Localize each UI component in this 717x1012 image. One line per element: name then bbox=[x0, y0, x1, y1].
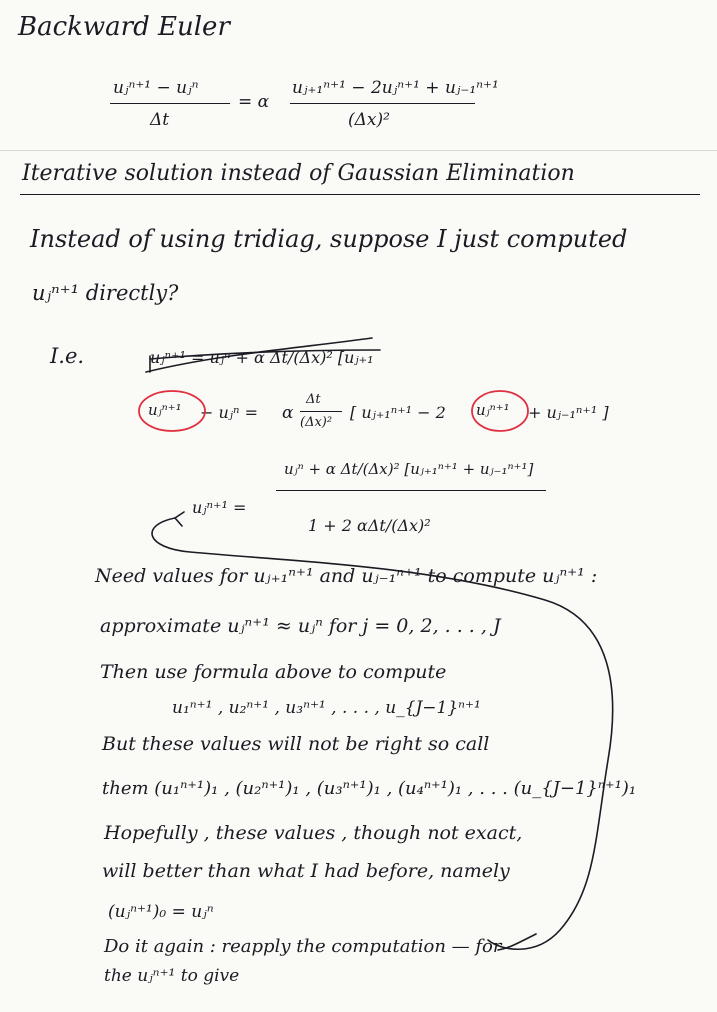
eq2-left-rest: − uⱼⁿ = bbox=[200, 403, 258, 422]
line-need-values: Need values for uⱼ₊₁ⁿ⁺¹ and uⱼ₋₁ⁿ⁺¹ to compute uⱼⁿ⁺¹ : bbox=[95, 565, 598, 587]
heading-backward-euler: Backward Euler bbox=[18, 12, 230, 42]
eq1-rhs-numerator: uⱼ₊₁ⁿ⁺¹ − 2uⱼⁿ⁺¹ + uⱼ₋₁ⁿ⁺¹ bbox=[292, 78, 499, 98]
para-line-1: Instead of using tridiag, suppose I just computed bbox=[30, 225, 628, 253]
line-u-list: u₁ⁿ⁺¹ , u₂ⁿ⁺¹ , u₃ⁿ⁺¹ , . . . , u_{J−1}ⁿ⁺¹ bbox=[172, 698, 481, 718]
line-to-give: the uⱼⁿ⁺¹ to give bbox=[104, 966, 240, 986]
eq2-frac-num: Δt bbox=[306, 392, 321, 407]
strike-through-mark-1 bbox=[146, 338, 372, 372]
line-better-than: will better than what I had before, namely bbox=[102, 860, 510, 882]
line-then-use-formula: Then use formula above to compute bbox=[100, 661, 447, 683]
line-but-not-right: But these values will not be right so call bbox=[102, 733, 490, 755]
red-circle-left-unknown bbox=[139, 391, 205, 431]
line-approximate: approximate uⱼⁿ⁺¹ ≈ uⱼⁿ for j = 0, 2, . . . , J bbox=[100, 615, 501, 637]
eq1-numerator: uⱼⁿ⁺¹ − uⱼⁿ bbox=[113, 78, 199, 98]
para-line-2: uⱼⁿ⁺¹ directly? bbox=[32, 281, 179, 305]
eq2-alpha: α bbox=[282, 403, 294, 423]
eq1-rhs-denominator: (Δx)² bbox=[348, 110, 390, 130]
eq2-frac-den: (Δx)² bbox=[300, 415, 333, 430]
eq2-bracket-close: + uⱼ₋₁ⁿ⁺¹ ] bbox=[528, 403, 609, 422]
strike-through-mark-2 bbox=[150, 350, 380, 359]
loop-arrow bbox=[152, 518, 613, 949]
ie-label: I.e. bbox=[50, 344, 85, 368]
heading-iterative-solution: Iterative solution instead of Gaussian Elimination bbox=[22, 161, 575, 186]
line-hopefully: Hopefully , these values , though not exact, bbox=[104, 822, 523, 844]
eq2-bracket-open: [ uⱼ₊₁ⁿ⁺¹ − 2 bbox=[350, 403, 446, 422]
red-circle-middle-unknown bbox=[472, 391, 528, 431]
eq1-equals-alpha: = α bbox=[238, 92, 270, 112]
line-do-it-again: Do it again : reapply the computation — for bbox=[104, 936, 502, 957]
loop-arrow-head bbox=[175, 512, 184, 526]
line-them-list: them (u₁ⁿ⁺¹)₁ , (u₂ⁿ⁺¹)₁ , (u₃ⁿ⁺¹)₁ , (u₄ⁿ⁺¹)₁ , . . . (u_{J−1}ⁿ⁺¹)₁ bbox=[102, 778, 637, 799]
eq3-lhs: uⱼⁿ⁺¹ = bbox=[192, 498, 247, 517]
line-initial-guess: (uⱼⁿ⁺¹)₀ = uⱼⁿ bbox=[108, 902, 214, 922]
eq1-denominator: Δt bbox=[150, 110, 170, 130]
eq3-numerator: uⱼⁿ + α Δt/(Δx)² [uⱼ₊₁ⁿ⁺¹ + uⱼ₋₁ⁿ⁺¹] bbox=[284, 460, 534, 478]
eq2-circled-left: uⱼⁿ⁺¹ bbox=[148, 401, 182, 419]
eq3-denominator: 1 + 2 αΔt/(Δx)² bbox=[308, 516, 431, 535]
struck-out-equation: uⱼⁿ⁺¹ = uⱼⁿ + α Δt/(Δx)² [uⱼ₊₁ bbox=[150, 348, 374, 367]
eq2-circled-mid: uⱼⁿ⁺¹ bbox=[476, 401, 510, 419]
